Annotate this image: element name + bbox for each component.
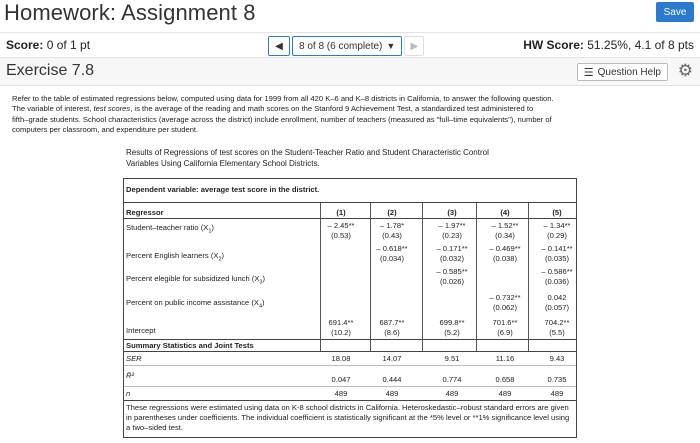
se-cell: (8.6) [384, 328, 400, 337]
question-line: Refer to the table of estimated regressions below, computed using data for 1999 from all 420 K–6 and K–8 districts in California, to answer the following question. [12, 94, 554, 103]
coef-cell: – 2.45** [327, 221, 355, 230]
row-label [126, 298, 265, 310]
table-rule [124, 386, 576, 387]
question-select[interactable] [292, 36, 402, 56]
question-emphasis: test scores [93, 104, 131, 114]
question-text [12, 94, 684, 135]
chevron-right-icon: ▶ [410, 40, 419, 52]
question-text-part: The variable of interest, [12, 104, 94, 114]
exercise-title: Exercise 7.8 [6, 62, 95, 79]
se-cell: (5.5) [549, 328, 565, 337]
regression-table [123, 178, 577, 438]
row-label-text: Percent English learners (X [126, 251, 219, 260]
row-label-sub: 2 [218, 256, 222, 263]
se-cell: (5.2) [444, 328, 460, 337]
column-header: (5) [552, 208, 562, 217]
coef-cell: – 0.469** [489, 244, 521, 253]
table-rule [124, 202, 576, 203]
coef-cell: 701.6** [492, 318, 518, 327]
next-question-button[interactable] [404, 36, 424, 56]
stat-cell: 14.07 [382, 354, 402, 363]
question-help-label: Question Help [597, 66, 661, 78]
coef-cell: – 0.585** [436, 267, 468, 276]
question-line: computers per classroom, and expenditure per student. [12, 124, 199, 134]
column-divider [370, 203, 371, 351]
se-cell: (0.034) [379, 254, 405, 263]
row-label-sub: 4 [258, 303, 263, 310]
table-rule [124, 218, 576, 219]
table-rule [124, 351, 576, 352]
column-divider [476, 203, 477, 351]
se-cell: (0.29) [547, 231, 567, 240]
row-label-sub: 1 [208, 228, 212, 235]
se-cell: (6.9) [497, 328, 513, 337]
caret-down-icon: ▼ [386, 41, 396, 51]
stat-cell: 489 [334, 389, 348, 398]
row-label-close: ) [262, 298, 265, 307]
coef-cell: 0.042 [547, 293, 567, 302]
column-header: (2) [387, 208, 397, 217]
ser-label: SER [126, 354, 142, 363]
stat-cell: 0.047 [331, 375, 351, 384]
row-label [126, 223, 214, 235]
caption-line: Variables Using California Elementary School Districts. [126, 158, 320, 168]
table-caption [126, 148, 576, 169]
question-text-part: , is the average of the reading and math scores on the Stanford 9 Achievement Test, a standardized test administered to [130, 104, 534, 114]
row-label-text: Percent on public income assistance (X [126, 298, 259, 307]
se-cell: (0.062) [492, 303, 518, 312]
coef-cell: – 0.171** [436, 244, 468, 253]
hw-score-label: HW Score: [523, 38, 584, 52]
se-cell: (0.026) [439, 277, 465, 286]
column-divider [422, 203, 423, 351]
column-header: (4) [500, 208, 510, 217]
table-rule [124, 400, 576, 401]
row-label [126, 251, 224, 263]
question-line [12, 104, 684, 114]
stat-cell: 9.51 [444, 354, 460, 363]
question-line: fifth–grade students. School characteristics (average across the district) include enrollment, number of teachers (measured as "full–time equivalents"), number of [12, 114, 552, 124]
stat-cell: 0.735 [547, 375, 567, 384]
caption-line: Results of Regressions of test scores on the Student-Teacher Ratio and Student Characteristic Control [126, 148, 489, 157]
row-label-sub: 3 [259, 279, 263, 286]
question-navigator [268, 36, 424, 56]
se-cell: (0.53) [331, 231, 351, 240]
coef-cell: 699.8** [439, 318, 465, 327]
summary-heading: Summary Statistics and Joint Tests [126, 341, 254, 350]
row-label: Intercept [126, 326, 156, 335]
coef-cell: – 0.732** [489, 293, 521, 302]
save-button[interactable]: Save [656, 2, 694, 22]
stat-cell: 11.16 [495, 354, 515, 363]
table-rule [124, 365, 576, 366]
se-cell: (0.23) [442, 231, 462, 240]
se-cell: (0.057) [544, 303, 570, 312]
stat-cell: 0.658 [495, 375, 515, 384]
score-bar [0, 32, 700, 58]
column-header: (3) [447, 208, 457, 217]
coef-cell: – 1.78* [379, 221, 405, 230]
coef-cell: 691.4** [328, 318, 354, 327]
coef-cell: – 1.52** [491, 221, 519, 230]
table-footnote: These regressions were estimated using data on K-8 school districts in California. Heteroskedastic–robust standard errors are given in parentheses under coefficients. The individual coefficient is statistically significant at the *5% level or **1% significance level using a two–sided test. [126, 403, 570, 433]
coef-cell: – 1.34** [543, 221, 571, 230]
column-header: (1) [336, 208, 346, 217]
se-cell: (0.34) [495, 231, 515, 240]
stat-cell: 9.43 [549, 354, 565, 363]
chevron-left-icon: ◀ [275, 40, 283, 52]
stat-cell: 0.444 [382, 375, 402, 384]
column-divider [528, 203, 529, 351]
page-title: Homework: Assignment 8 [4, 0, 256, 25]
coef-cell: 704.2** [544, 318, 570, 327]
score-label: Score: [6, 38, 44, 52]
question-help-button[interactable] [577, 63, 668, 81]
exercise-bar [0, 58, 700, 86]
coef-cell: – 0.141** [541, 244, 573, 253]
stat-cell: 489 [498, 389, 512, 398]
stat-cell: 489 [385, 389, 399, 398]
regressor-header: Regressor [126, 208, 164, 217]
se-cell: (0.036) [544, 277, 570, 286]
se-cell: (10.2) [331, 328, 351, 337]
hw-score-value: 51.25%, 4.1 of 8 pts [587, 38, 694, 52]
stat-cell: 18.08 [331, 354, 351, 363]
coef-cell: – 0.586** [541, 267, 573, 276]
stat-cell: 489 [550, 389, 564, 398]
gear-icon[interactable]: ⚙ [677, 61, 693, 80]
row-label-text: Student–teacher ratio (X [126, 223, 209, 232]
se-cell: (0.038) [492, 254, 518, 263]
row-label-close: ) [211, 223, 214, 232]
list-icon: ☰ [583, 66, 594, 79]
row-label [126, 274, 265, 286]
coef-cell: – 0.618** [376, 244, 408, 253]
se-cell: (0.035) [544, 254, 570, 263]
se-cell: (0.032) [439, 254, 465, 263]
score-value: 0 of 1 pt [46, 38, 91, 52]
coef-cell: – 1.97** [438, 221, 466, 230]
score [6, 38, 90, 52]
question-select-value: 8 of 8 (6 complete) [299, 40, 383, 52]
dependent-variable: Dependent variable: average test score in the district. [126, 185, 320, 194]
n-label: n [126, 389, 131, 398]
row-label-text: Percent elegible for subsidized lunch (X [126, 274, 260, 283]
stat-cell: 489 [445, 389, 459, 398]
previous-question-button[interactable] [268, 36, 290, 56]
se-cell: (0.43) [382, 231, 402, 240]
coef-cell: 687.7** [379, 318, 405, 327]
row-label-close: ) [221, 251, 225, 260]
r2-label: R̄² [126, 371, 135, 380]
hw-score [523, 38, 694, 52]
row-label-close: ) [262, 274, 265, 283]
table-rule [124, 339, 576, 340]
stat-cell: 0.774 [442, 375, 462, 384]
